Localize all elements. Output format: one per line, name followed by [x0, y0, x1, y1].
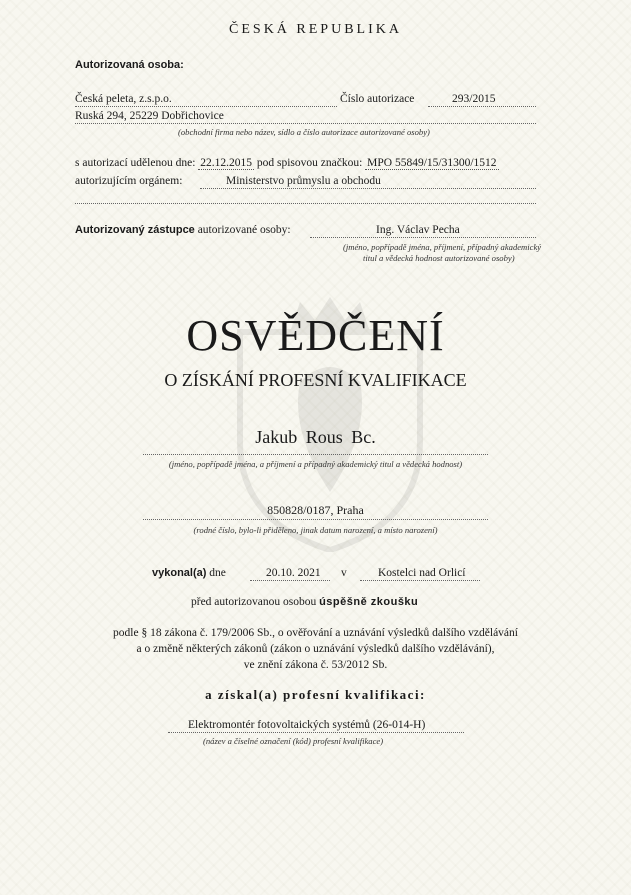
authorizing-organ-value: Ministerstvo průmyslu a obchodu	[226, 175, 381, 187]
representative-caption-2: titul a vědecká hodnost autorizované osoby)	[363, 253, 515, 263]
holder-birth: 850828/0187, Praha	[267, 503, 364, 517]
representative-label-rest: autorizované osoby:	[197, 224, 291, 236]
exam-success-label: úspěšně zkoušku	[319, 596, 419, 608]
law-line-1: podle § 18 zákona č. 179/2006 Sb., o ověřování a uznávání výsledků dalšího vzdělávání	[113, 627, 518, 639]
authorizing-organ-label: autorizujícím orgánem:	[75, 175, 183, 187]
authorization-number-value: 293/2015	[452, 93, 496, 105]
qualification-caption: (název a číselné označení (kód) profesní kvalifikace)	[203, 736, 384, 746]
law-line-2: a o změně některých zákonů (zákon o uznávání výsledků dalšího vzdělávání),	[136, 643, 495, 655]
authorization-date-value: 22.12.2015	[200, 157, 253, 169]
exam-place-value: Kostelci nad Orlicí	[378, 567, 466, 579]
auth-person-name: Česká peleta, z.s.p.o.	[75, 93, 172, 105]
exam-place-label: v	[341, 567, 347, 579]
file-reference-label: pod spisovou značkou:	[256, 157, 363, 169]
authorization-date-label: s autorizací udělenou dne:	[75, 157, 196, 169]
header-country: ČESKÁ REPUBLIKA	[229, 22, 402, 37]
representative-name: Ing. Václav Pecha	[376, 224, 460, 236]
authorization-number-label: Číslo autorizace	[340, 93, 415, 105]
auth-person-caption: (obchodní firma nebo název, sídlo a číslo autorizace autorizované osoby)	[178, 127, 430, 137]
qualification-heading: a získal(a) profesní kvalifikaci:	[205, 687, 426, 702]
holder-name: Jakub Rous Bc.	[255, 427, 376, 447]
exam-date-value: 20.10. 2021	[266, 567, 321, 579]
exam-before-label: před autorizovanou osobou	[191, 596, 317, 608]
representative-caption-1: (jméno, popřípadě jména, příjmení, případný akademický	[343, 242, 542, 252]
certificate-title: OSVĚDČENÍ	[186, 311, 445, 360]
holder-birth-caption: (rodné číslo, bylo-li přiděleno, jinak datum narození, a místo narození)	[193, 525, 438, 535]
certificate-subtitle: O ZÍSKÁNÍ PROFESNÍ KVALIFIKACE	[164, 370, 467, 390]
auth-person-label: Autorizovaná osoba:	[75, 59, 184, 71]
holder-name-caption: (jméno, popřípadě jména, a příjmení a případný akademický titul a vědecká hodnost)	[168, 459, 463, 469]
qualification-value: Elektromontér fotovoltaických systémů (26-014-H)	[188, 719, 426, 731]
representative-label: Autorizovaný zástupce	[75, 224, 195, 236]
exam-date-label: dne	[209, 567, 226, 579]
file-reference-value: MPO 55849/15/31300/1512	[367, 157, 497, 169]
exam-completed-label: vykonal(a)	[152, 567, 207, 579]
auth-person-address: Ruská 294, 25229 Dobřichovice	[75, 110, 224, 122]
law-line-3: ve znění zákona č. 53/2012 Sb.	[243, 659, 388, 671]
